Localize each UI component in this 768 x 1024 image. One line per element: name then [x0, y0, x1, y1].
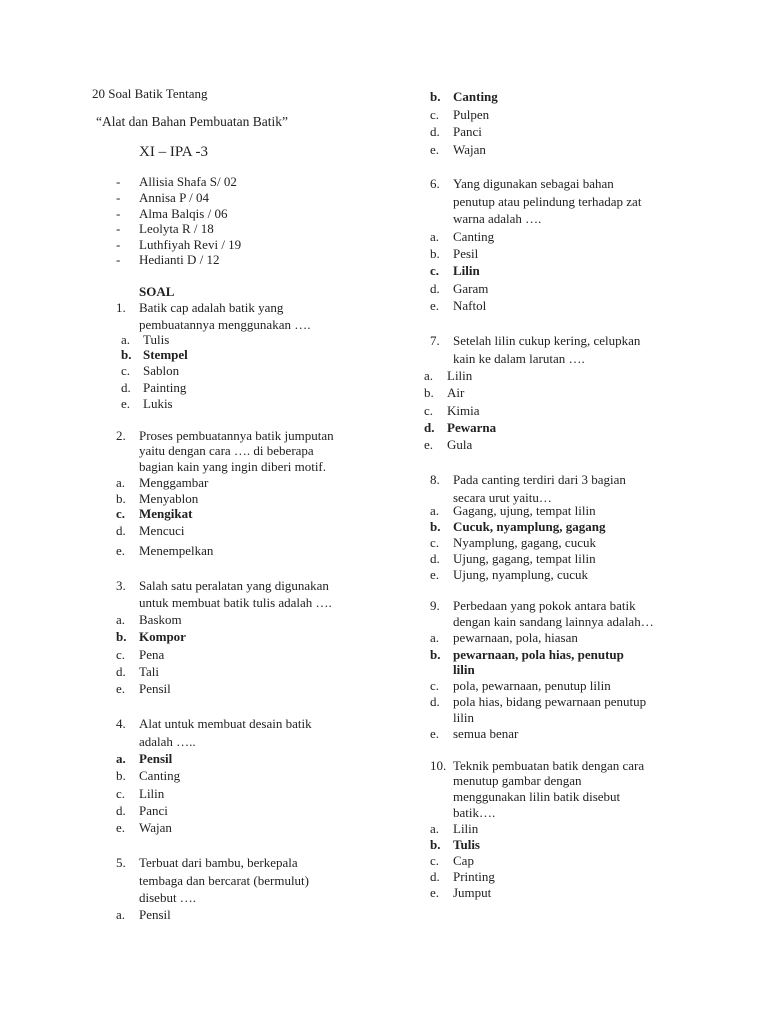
option-letter: a.: [121, 332, 131, 347]
option-letter: a.: [430, 630, 440, 645]
option-letter: e.: [424, 437, 434, 452]
option-text: Tali: [139, 664, 160, 679]
option-text: Lilin: [453, 821, 479, 836]
question-number: 6.: [430, 176, 440, 191]
question-text: Batik cap adalah batik yang: [139, 300, 284, 315]
option-text: Panci: [453, 124, 482, 139]
question-text: menutup gambar dengan: [453, 773, 582, 788]
option-letter: a.: [430, 821, 440, 836]
question-text: Alat untuk membuat desain batik: [139, 716, 312, 731]
member-name: Alma Balqis / 06: [139, 206, 228, 221]
option-letter: a.: [430, 229, 440, 244]
question-text: kain ke dalam larutan ….: [453, 351, 585, 366]
option-text: Menggambar: [139, 475, 209, 490]
doc-title: 20 Soal Batik Tentang: [92, 86, 208, 101]
correct-option-text: Pewarna: [447, 420, 497, 435]
option-letter: c.: [116, 647, 126, 662]
question-text: untuk membuat batik tulis adalah ….: [139, 595, 332, 610]
member-name: Allisia Shafa S/ 02: [139, 174, 237, 189]
option-letter: a.: [430, 503, 440, 518]
correct-option-text: Canting: [453, 89, 498, 104]
correct-option-text: Mengikat: [139, 506, 193, 521]
correct-option-letter: b.: [430, 89, 441, 104]
question-text: bagian kain yang ingin diberi motif.: [139, 459, 327, 474]
correct-option-letter: d.: [424, 420, 435, 435]
member-name: Annisa P / 04: [139, 190, 209, 205]
option-text: Gula: [447, 437, 473, 452]
option-letter: e.: [430, 298, 440, 313]
member-dash: -: [116, 252, 121, 267]
option-text: Ujung, gagang, tempat lilin: [453, 551, 596, 566]
question-number: 7.: [430, 333, 440, 348]
option-text: Pesil: [453, 246, 479, 261]
option-text: Menyablon: [139, 491, 199, 506]
option-letter: e.: [430, 567, 440, 582]
option-text: pola hias, bidang pewarnaan penutup: [453, 694, 647, 709]
option-text: Wajan: [139, 820, 172, 835]
option-letter: c.: [430, 678, 440, 693]
option-text: Tulis: [143, 332, 170, 347]
option-text: semua benar: [453, 726, 519, 741]
correct-option-text-cont: lilin: [453, 662, 475, 677]
option-text: pewarnaan, pola, hiasan: [453, 630, 578, 645]
soal-heading: SOAL: [139, 284, 175, 299]
question-number: 3.: [116, 578, 126, 593]
option-text: Sablon: [143, 363, 180, 378]
option-letter: b.: [424, 385, 434, 400]
correct-option-text: Pensil: [139, 751, 173, 766]
option-text: Canting: [453, 229, 495, 244]
option-text-cont: lilin: [453, 710, 474, 725]
option-letter: e.: [430, 726, 440, 741]
option-letter: b.: [116, 768, 126, 783]
option-text: Menempelkan: [139, 543, 214, 558]
correct-option-text: Tulis: [453, 837, 480, 852]
option-letter: e.: [116, 681, 126, 696]
doc-subtitle: “Alat dan Bahan Pembuatan Batik”: [96, 114, 288, 129]
question-text: secara urut yaitu…: [453, 490, 552, 505]
question-text: Yang digunakan sebagai bahan: [453, 176, 614, 191]
option-text: Lilin: [139, 786, 165, 801]
option-text: Baskom: [139, 612, 182, 627]
question-text: Pada canting terdiri dari 3 bagian: [453, 472, 626, 487]
option-letter: a.: [116, 475, 126, 490]
question-text: Salah satu peralatan yang digunakan: [139, 578, 329, 593]
option-letter: c.: [430, 535, 440, 550]
option-text: Cap: [453, 853, 474, 868]
option-letter: c.: [430, 107, 440, 122]
correct-option-text: Kompor: [139, 629, 186, 644]
question-number: 9.: [430, 598, 440, 613]
member-name: Hedianti D / 12: [139, 252, 220, 267]
option-letter: d.: [430, 281, 440, 296]
question-text: menggunakan lilin batik disebut: [453, 789, 621, 804]
correct-option-letter: c.: [430, 263, 440, 278]
member-dash: -: [116, 221, 121, 236]
correct-option-text: Lilin: [453, 263, 480, 278]
option-letter: d.: [116, 664, 126, 679]
option-text: Ujung, nyamplung, cucuk: [453, 567, 589, 582]
correct-option-letter: b.: [430, 837, 441, 852]
option-text: Air: [447, 385, 465, 400]
option-text: Jumput: [453, 885, 492, 900]
question-text: warna adalah ….: [453, 211, 542, 226]
option-text: Garam: [453, 281, 489, 296]
question-text: yaitu dengan cara …. di beberapa: [139, 443, 314, 458]
question-number: 8.: [430, 472, 440, 487]
question-text: tembaga dan bercarat (bermulut): [139, 873, 309, 888]
option-text: Pulpen: [453, 107, 490, 122]
question-text: dengan kain sandang lainnya adalah…: [453, 614, 654, 629]
question-text: adalah …..: [139, 734, 196, 749]
question-number: 10.: [430, 758, 447, 773]
correct-option-letter: b.: [116, 629, 127, 644]
correct-option-letter: b.: [430, 519, 441, 534]
correct-option-text: pewarnaan, pola hias, penutup: [453, 647, 624, 662]
question-text: Perbedaan yang pokok antara batik: [453, 598, 636, 613]
option-text: Nyamplung, gagang, cucuk: [453, 535, 596, 550]
option-text: Pena: [139, 647, 165, 662]
option-letter: c.: [430, 853, 440, 868]
option-text: pola, pewarnaan, penutup lilin: [453, 678, 611, 693]
question-number: 2.: [116, 428, 126, 443]
option-letter: c.: [116, 786, 126, 801]
option-text: Gagang, ujung, tempat lilin: [453, 503, 596, 518]
class-label: XI – IPA -3: [139, 144, 209, 160]
option-letter: a.: [424, 368, 434, 383]
question-text: batik….: [453, 805, 496, 820]
option-letter: d.: [121, 380, 131, 395]
member-dash: -: [116, 206, 121, 221]
question-text: penutup atau pelindung terhadap zat: [453, 194, 642, 209]
option-letter: d.: [430, 694, 440, 709]
option-text: Painting: [143, 380, 187, 395]
option-text: Panci: [139, 803, 168, 818]
option-text: Pensil: [139, 907, 171, 922]
correct-option-text: Stempel: [143, 347, 188, 362]
option-text: Printing: [453, 869, 495, 884]
member-name: Luthfiyah Revi / 19: [139, 237, 242, 252]
question-text: Proses pembuatannya batik jumputan: [139, 428, 334, 443]
member-dash: -: [116, 237, 121, 252]
option-letter: d.: [430, 551, 440, 566]
option-letter: d.: [430, 869, 440, 884]
correct-option-letter: b.: [121, 347, 132, 362]
member-dash: -: [116, 190, 121, 205]
option-letter: d.: [116, 803, 126, 818]
question-number: 5.: [116, 855, 126, 870]
option-text: Mencuci: [139, 523, 185, 538]
option-text: Canting: [139, 768, 181, 783]
question-text: pembuatannya menggunakan ….: [139, 317, 311, 332]
question-number: 4.: [116, 716, 126, 731]
correct-option-letter: a.: [116, 751, 126, 766]
question-text: Terbuat dari bambu, berkepala: [139, 855, 298, 870]
option-letter: b.: [430, 246, 440, 261]
option-letter: e.: [430, 885, 440, 900]
option-letter: a.: [116, 612, 126, 627]
option-text: Kimia: [447, 403, 480, 418]
option-text: Naftol: [453, 298, 487, 313]
question-text: Setelah lilin cukup kering, celupkan: [453, 333, 641, 348]
member-dash: -: [116, 174, 121, 189]
correct-option-letter: b.: [430, 647, 441, 662]
option-text: Wajan: [453, 142, 486, 157]
option-letter: a.: [116, 907, 126, 922]
question-text: Teknik pembuatan batik dengan cara: [453, 758, 645, 773]
option-letter: c.: [121, 363, 131, 378]
option-text: Lilin: [447, 368, 473, 383]
member-name: Leolyta R / 18: [139, 221, 214, 236]
correct-option-letter: c.: [116, 506, 126, 521]
option-letter: c.: [424, 403, 434, 418]
option-text: Pensil: [139, 681, 171, 696]
option-letter: e.: [116, 543, 126, 558]
option-letter: d.: [116, 523, 126, 538]
option-letter: e.: [116, 820, 126, 835]
question-number: 1.: [116, 300, 126, 315]
option-letter: e.: [121, 396, 131, 411]
option-letter: e.: [430, 142, 440, 157]
question-text: disebut ….: [139, 890, 197, 905]
option-letter: d.: [430, 124, 440, 139]
option-text: Lukis: [143, 396, 173, 411]
option-letter: b.: [116, 491, 126, 506]
correct-option-text: Cucuk, nyamplung, gagang: [453, 519, 606, 534]
